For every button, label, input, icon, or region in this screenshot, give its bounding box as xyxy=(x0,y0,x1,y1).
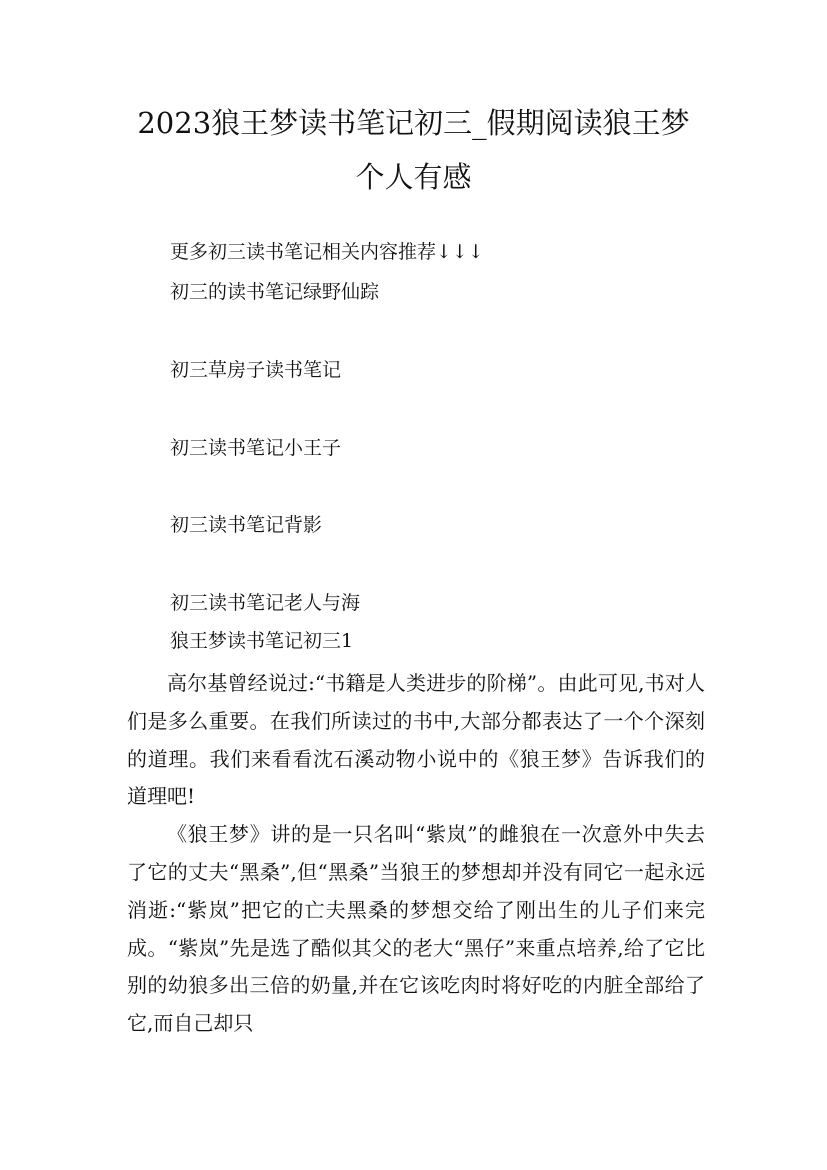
recommend-link[interactable]: 初三草房子读书笔记 xyxy=(170,359,342,381)
paragraph: 高尔基曾经说过:“书籍是人类进步的阶梯”。由此可见,书对人们是多么重要。在我们所读过的书中,大部分都表达了一个个深刻的道理。我们来看看沈石溪动物小说中的《狼王梦》告诉我们的道理吧! xyxy=(127,671,705,809)
title-line-2: 个人有感 xyxy=(355,160,472,194)
article-body xyxy=(127,665,705,1043)
recommend-header: 更多初三读书笔记相关内容推荐↓↓↓ xyxy=(170,241,484,263)
recommend-link[interactable]: 初三读书笔记老人与海 xyxy=(170,592,361,614)
section-heading: 狼王梦读书笔记初三1 xyxy=(170,630,354,652)
recommend-link[interactable]: 初三的读书笔记绿野仙踪 xyxy=(170,281,380,303)
paragraph: 《狼王梦》讲的是一只名叫“紫岚”的雌狼在一次意外中失去了它的丈夫“黑桑”,但“黑桑”当狼王的梦想却并没有同它一起永远消逝:“紫岚”把它的亡夫黑桑的梦想交给了刚出生的儿子们来完成。“紫岚”先是选了酷似其父的老大“黑仔”来重点培养,给了它比别的幼狼多出三倍的奶量,并在它该吃肉时将好吃的内脏全部给了它,而自己却只 xyxy=(127,822,705,1036)
recommend-link[interactable]: 初三读书笔记背影 xyxy=(170,514,323,536)
title-line-1: 2023狼王梦读书笔记初三_假期阅读狼王梦 xyxy=(137,106,690,140)
document-title xyxy=(100,96,727,204)
recommend-link[interactable]: 初三读书笔记小王子 xyxy=(170,437,342,459)
